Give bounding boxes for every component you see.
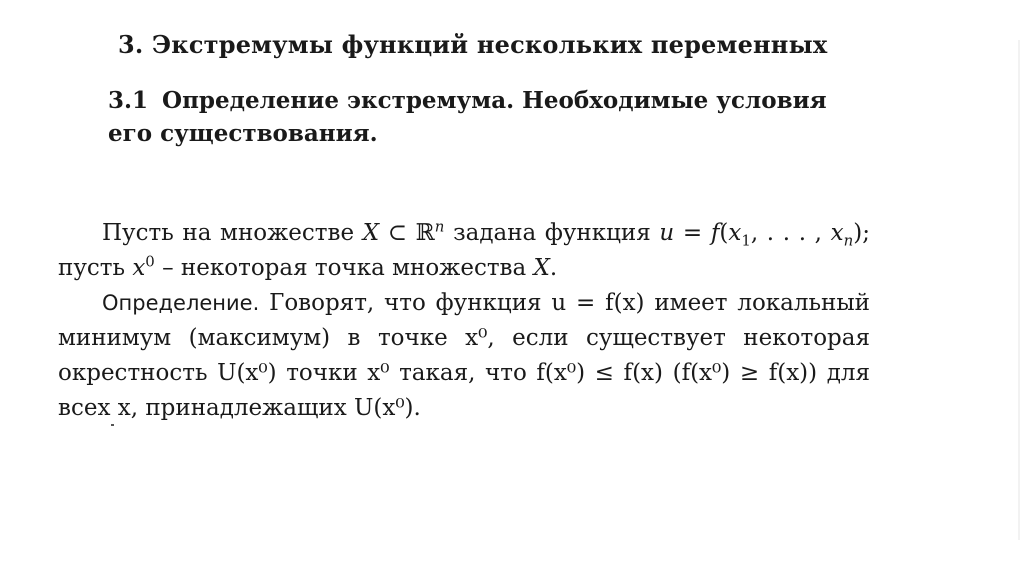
subsection-number: 3.1 (108, 87, 149, 114)
paragraph-1 (58, 216, 870, 286)
definition-paragraph (58, 286, 870, 426)
math-eq: = (674, 220, 711, 246)
math-subset: ⊂ (379, 220, 416, 246)
math-x0: x (132, 255, 146, 281)
stray-mark (111, 424, 114, 426)
math-X2: X (533, 255, 550, 281)
math-dots: , . . . , (750, 220, 831, 246)
math-f: f (710, 220, 720, 246)
math-X: X (362, 220, 380, 246)
math-u: u (659, 220, 675, 246)
edge-shadow (1018, 40, 1020, 540)
definition-text: Говорят, что функция u = f(x) имеет локальный минимум (максимум) в точке x⁰, если существует некоторая окрестность U(x⁰) точки x⁰ такая, что f(x⁰) ≤ f(x) (f(x⁰) ≥ f(x)) для всех x, принадлежащих U(x⁰). (58, 290, 870, 421)
math-R: ℝ (415, 220, 435, 246)
math-x1: x (728, 220, 742, 246)
p1-end: . (549, 255, 558, 281)
subsection-title (108, 84, 870, 150)
math-sup0: 0 (145, 252, 155, 271)
section-title: 3. Экстремумы функций нескольких переменных (118, 30, 828, 59)
math-sub1: 1 (741, 231, 751, 250)
math-subn: n (843, 231, 854, 250)
p1-text-3: пусть (58, 255, 133, 281)
math-xn: x (830, 220, 844, 246)
body-text (58, 216, 870, 426)
p1-text-2: задана функция (444, 220, 660, 246)
p1-text-4: – некоторая точка множества (154, 255, 534, 281)
math-paren-open: ( (719, 220, 729, 246)
definition-label: Определение. (102, 291, 260, 315)
p1-text-1: Пусть на множестве (102, 220, 363, 246)
subsection-title-text: Определение экстремума. Необходимые условия его существования. (108, 87, 827, 147)
math-n: n (434, 217, 445, 236)
math-paren-close: ); (853, 220, 870, 246)
